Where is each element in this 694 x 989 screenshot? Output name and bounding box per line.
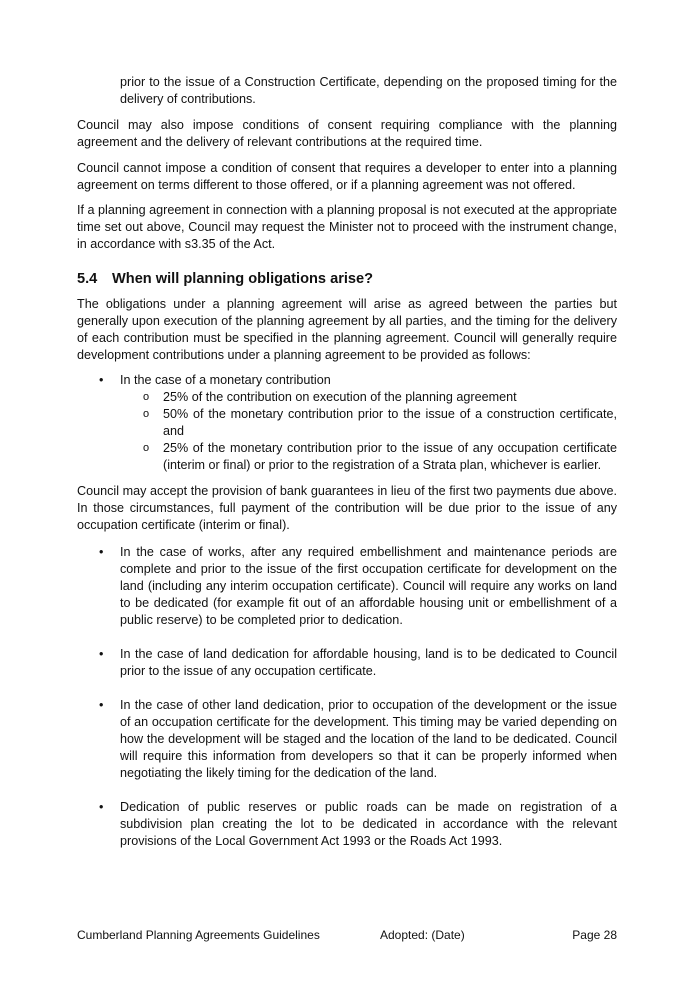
paragraph: If a planning agreement in connection with a planning proposal is not executed at the appropriate time set out above, Council may request the Minister not to proceed with the instrument change, in accordance with s3.35 of the Act. [77,203,617,251]
list-item-text: In the case of land dedication for affordable housing, land is to be dedicated to Council prior to the issue of any occupation certificate. [120,647,617,678]
sub-list-item-text: 50% of the monetary contribution prior to the issue of a construction certificate, and [163,407,617,438]
list-item-text: In the case of works, after any required embellishment and maintenance periods are complete and prior to the issue of the first occupation certificate for development on the land (including any interim occupation certificate). Council will require any works on land to be dedicated (for example fit out of an affordable housing unit or embellishment of a public reserve) to be completed prior to dedication. [120,545,617,627]
paragraph: Council cannot impose a condition of consent that requires a developer to enter into a planning agreement on terms different to those offered, or if a planning agreement was not offered. [77,161,617,192]
section-title: When will planning obligations arise? [112,271,374,287]
list-item-text: Dedication of public reserves or public roads can be made on registration of a subdivision plan creating the lot to be dedicated in accordance with the relevant provisions of the Local Government Act 1993 or the Roads Act 1993. [120,800,617,848]
bullet-icon: • [99,373,104,387]
list-item [77,799,617,850]
bullet-list [77,372,617,474]
list-item [77,697,617,782]
bullet-icon: • [99,647,104,661]
document-body [77,74,617,850]
paragraph: Council may accept the provision of bank guarantees in lieu of the first two payments due above. In those circumstances, full payment of the contribution will be due prior to the issue of any occupation certificate (interim or final). [77,484,617,532]
bullet-icon: • [99,800,104,814]
sub-list-item-text: 25% of the contribution on execution of the planning agreement [163,390,517,404]
sub-list-item [77,440,617,474]
bullet-icon: • [99,545,104,559]
paragraph: The obligations under a planning agreement will arise as agreed between the parties but generally upon execution of the planning agreement by all parties, and the timing for the delivery of each contribution must be specified in the planning agreement. Council will generally require development contributions under a planning agreement to be provided as follows: [77,297,617,362]
footer-document-title: Cumberland Planning Agreements Guidelines [77,928,320,942]
sub-list-item [77,406,617,440]
footer-adopted-date: Adopted: (Date) [380,928,465,942]
list-item-text: In the case of other land dedication, prior to occupation of the development or the issue of an occupation certificate for the development. This timing may be varied depending on how the development will be staged and the location of the land to be dedicated. Council will require this information from developers so that it can be properly informed when negotiating the likely timing for the dedication of the land. [120,698,617,780]
footer-page-number: Page 28 [572,928,617,942]
sub-list-item-text: 25% of the monetary contribution prior to the issue of any occupation certificate (interim or final) or prior to the registration of a Strata plan, whichever is earlier. [163,441,617,472]
paragraph: Council may also impose conditions of consent requiring compliance with the planning agreement and the delivery of relevant contributions at the required time. [77,118,617,149]
continued-text: prior to the issue of a Construction Certificate, depending on the proposed timing for the delivery of contributions. [120,75,617,106]
list-item-text: In the case of a monetary contribution [120,373,331,387]
circle-bullet-icon: o [143,391,150,403]
list-item [77,372,617,389]
section-number: 5.4 [77,271,98,287]
sub-list-item [77,389,617,406]
list-item [77,544,617,629]
circle-bullet-icon: o [143,408,150,420]
section-heading [77,270,617,288]
bullet-list [77,544,617,850]
list-item [77,646,617,680]
bullet-icon: • [99,698,104,712]
circle-bullet-icon: o [143,442,150,454]
